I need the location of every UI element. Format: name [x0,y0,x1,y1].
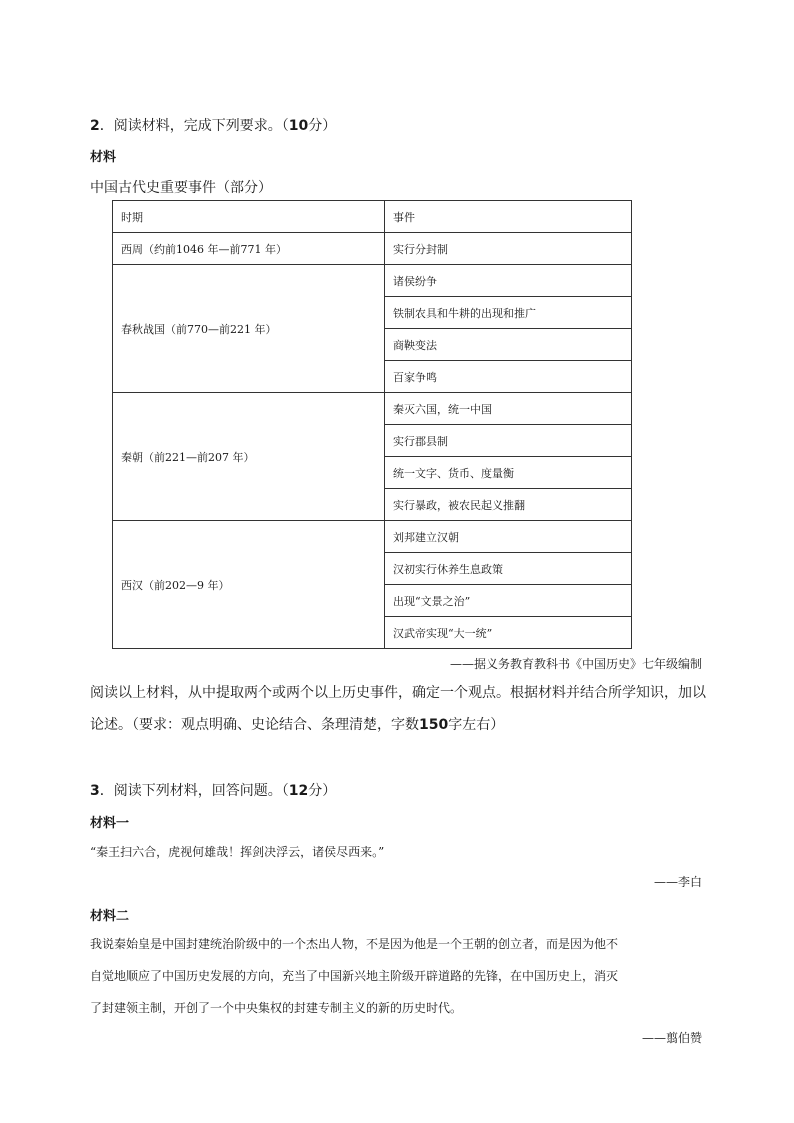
event-cell: 汉初实行休养生息政策 [385,553,632,585]
header-period: 时期 [113,201,385,233]
q2-material-label: 材料 [90,150,117,165]
event-cell: 商鞅变法 [385,329,632,361]
q3-material2-line1: 我说秦始皇是中国封建统治阶级中的一个杰出人物，不是因为他是一个王朝的创立者，而是因为他不 [90,937,619,951]
q2-score-suffix: 分） [308,118,337,134]
q2-heading [90,115,336,135]
q3-material1-quote: “秦王扫六合，虎视何雄哉！挥剑决浮云，诸侯尽西来。” [90,845,385,859]
table-row [113,265,632,297]
event-cell: 铁制农具和牛耕的出现和推广 [385,297,632,329]
q3-material2-line3: 了封建领主制，开创了一个中央集权的封建专制主义的新的历史时代。 [90,1001,463,1015]
events-table [112,200,632,649]
q2-instruction-line2 [90,710,504,740]
event-cell: 秦灭六国，统一中国 [385,393,632,425]
event-cell: 诸侯纷争 [385,265,632,297]
q3-score-suffix: 分） [308,783,337,799]
q2-score: 10 [288,118,309,134]
table-header-row [113,201,632,233]
table-row [113,233,632,265]
q3-material2-author: ——翦伯赞 [641,1031,702,1045]
table-row [113,521,632,553]
q2-source: ——据义务教育教科书《中国历史》七年级编制 [449,657,702,671]
event-cell: 统一文字、货币、度量衡 [385,457,632,489]
period-cell: 西汉（前202—9 年） [113,521,385,649]
q3-material2-label: 材料二 [90,909,130,924]
q3-material2-line2: 自觉地顺应了中国历史发展的方向，充当了中国新兴地主阶级开辟道路的先锋，在中国历史上，消灭 [90,969,619,983]
q3-heading [90,780,336,800]
q2-instruction-line2-a: 论述。（要求：观点明确、史论结合、条理清楚，字数 [90,717,419,733]
q3-prompt: ．阅读下列材料，回答问题。（ [99,783,289,799]
header-event: 事件 [385,201,632,233]
period-cell: 西周（约前1046 年—前771 年） [113,233,385,265]
event-cell: 实行暴政，被农民起义推翻 [385,489,632,521]
event-cell: 实行郡县制 [385,425,632,457]
event-cell: 实行分封制 [385,233,632,265]
event-cell: 刘邦建立汉朝 [385,521,632,553]
event-cell: 百家争鸣 [385,361,632,393]
q3-number: 3 [90,783,100,799]
table-row [113,393,632,425]
q2-table-title: 中国古代史重要事件（部分） [90,180,272,196]
q3-material1-author: ——李白 [653,875,702,889]
q3-score: 12 [288,783,309,799]
period-cell: 秦朝（前221—前207 年） [113,393,385,521]
q3-material1-label: 材料一 [90,816,130,831]
q2-instruction-line1: 阅读以上材料，从中提取两个或两个以上历史事件，确定一个观点。根据材料并结合所学知识，加以 [90,685,706,701]
event-cell: 出现“文景之治” [385,585,632,617]
event-cell: 汉武帝实现“大一统” [385,617,632,649]
q2-instruction-line2-b: 字左右） [448,717,505,733]
q2-number: 2 [90,118,100,134]
q2-prompt: ．阅读材料，完成下列要求。（ [99,118,289,134]
period-cell: 春秋战国（前770—前221 年） [113,265,385,393]
q2-word-count: 150 [419,717,449,733]
